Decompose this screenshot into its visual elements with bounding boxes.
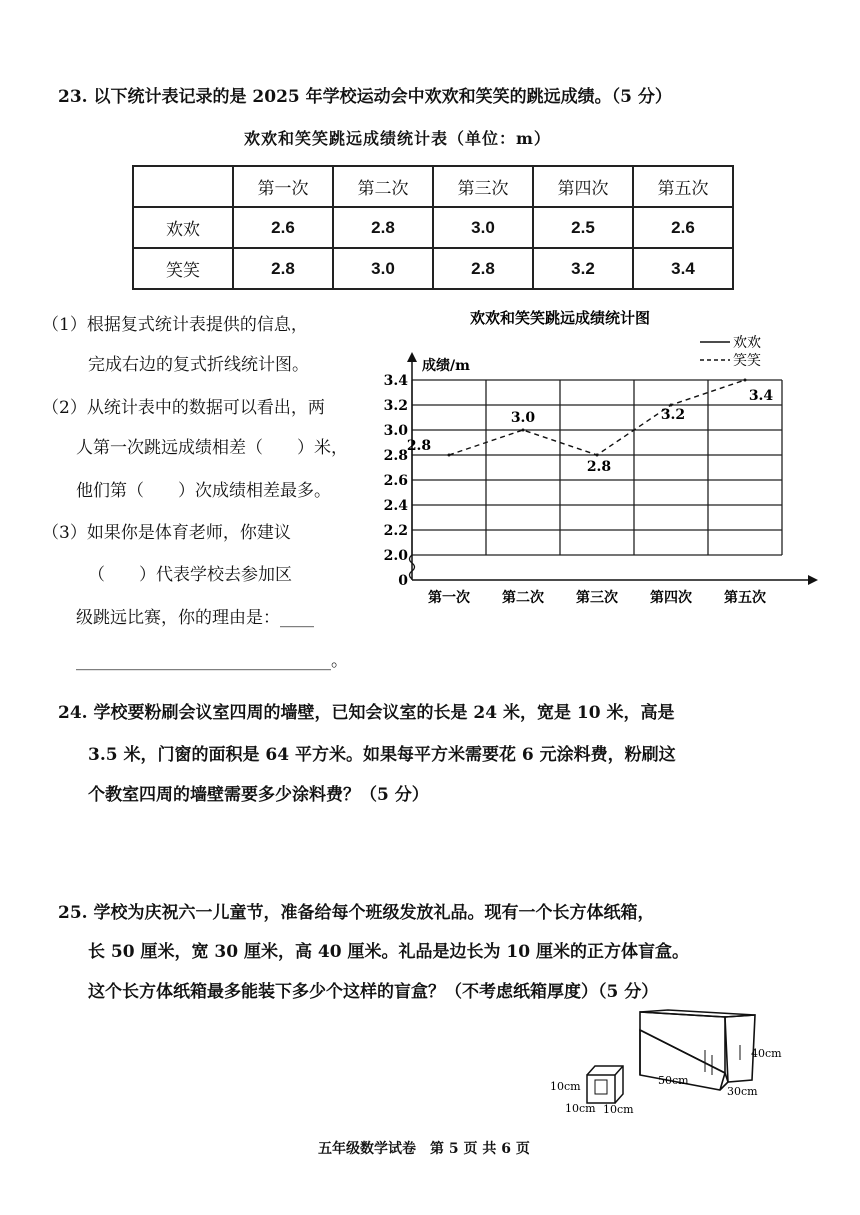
table-cell: 3.4 (633, 248, 733, 289)
table-cell: 2.5 (533, 207, 633, 248)
cube-depth-label: 10cm (603, 1103, 634, 1116)
table-cell: 2.6 (633, 207, 733, 248)
chart-title: 欢欢和笑笑跳远成绩统计图 (470, 309, 651, 327)
x-tick-label: 第三次 (576, 590, 618, 606)
q25-line3: 这个长方体纸箱最多能装下多少个这样的盲盒？（不考虑纸箱厚度）（5 分） (88, 982, 659, 1002)
data-label: 2.8 (406, 438, 432, 454)
col-header-5: 第五次 (633, 166, 733, 207)
x-tick-label: 第一次 (428, 590, 470, 606)
x-tick-label: 第二次 (502, 590, 544, 606)
cube-height-label: 10cm (550, 1080, 581, 1093)
row-name: 笑笑 (133, 248, 233, 289)
table-cell: 3.0 (333, 248, 433, 289)
q23-sub2-line1: （2）从统计表中的数据可以看出，两 (42, 398, 325, 418)
table-title: 欢欢和笑笑跳远成绩统计表（单位：m） (244, 129, 551, 148)
y-tick-label: 2.4 (383, 498, 408, 514)
table-cell: 2.8 (333, 207, 433, 248)
table-cell: 2.8 (433, 248, 533, 289)
col-header-4: 第四次 (533, 166, 633, 207)
table-cell: 3.0 (433, 207, 533, 248)
q25-line1: 25. 学校为庆祝六一儿童节，准备给每个班级发放礼品。现有一个长方体纸箱， (58, 903, 655, 923)
y-tick-label: 3.4 (383, 373, 408, 389)
q24-line2: 3.5 米，门窗的面积是 64 平方米。如果每平方米需要花 6 元涂料费，粉刷这 (88, 745, 676, 765)
q24-line1: 24. 学校要粉刷会议室四周的墙壁，已知会议室的长是 24 米，宽是 10 米，高是 (58, 703, 675, 723)
q23-sub2-line2: 人第一次跳远成绩相差（ ）米， (76, 438, 348, 458)
q24-line3: 个教室四周的墙壁需要多少涂料费？（5 分） (88, 785, 429, 805)
y-tick-label: 2.8 (383, 448, 408, 464)
q25-line2: 长 50 厘米，宽 30 厘米，高 40 厘米。礼品是边长为 10 厘米的正方体盲盒。 (88, 942, 689, 962)
table-cell: 2.6 (233, 207, 333, 248)
y-tick-label: 2.0 (383, 548, 408, 564)
col-header-3: 第三次 (433, 166, 533, 207)
data-label: 3.2 (660, 407, 686, 423)
page-footer: 五年级数学试卷 第 5 页 共 6 页 (318, 1141, 530, 1157)
box-height-label: 40cm (751, 1047, 782, 1060)
y-axis-label: 成绩/m (422, 358, 470, 374)
q23-sub2-line3: 他们第（ ）次成绩相差最多。 (76, 481, 331, 501)
cube-drawing (587, 1066, 623, 1103)
q23-sub1-line2: 完成右边的复式折线统计图。 (88, 355, 309, 375)
legend-label-xiaoxiao: 笑笑 (733, 353, 761, 369)
data-label: 3.0 (510, 410, 536, 426)
q23-sub3-line4: ______________________________。 (76, 651, 348, 671)
box-width-label: 30cm (727, 1085, 758, 1098)
data-label: 2.8 (586, 459, 612, 475)
cube-width-label: 10cm (565, 1102, 596, 1115)
col-header-1: 第一次 (233, 166, 333, 207)
data-label: 3.4 (748, 388, 774, 404)
x-tick-label: 第四次 (650, 590, 692, 606)
legend-label-huanhuan: 欢欢 (733, 335, 761, 351)
y-tick-label: 2.2 (383, 523, 408, 539)
q23-sub3-line2: （ ）代表学校去参加区 (88, 565, 292, 585)
table-cell: 3.2 (533, 248, 633, 289)
y-tick-label: 2.6 (383, 473, 408, 489)
y-tick-label: 3.0 (383, 423, 408, 439)
q23-sub1-line1: （1）根据复式统计表提供的信息， (42, 315, 308, 335)
x-tick-label: 第五次 (724, 590, 766, 606)
row-name: 欢欢 (133, 207, 233, 248)
q23-sub3-line3: 级跳远比赛，你的理由是：____ (76, 608, 314, 628)
y-tick-label: 0 (398, 573, 408, 589)
box-length-label: 50cm (658, 1074, 689, 1087)
table-cell: 2.8 (233, 248, 333, 289)
y-tick-label: 3.2 (383, 398, 408, 414)
q23-sub3-line1: （3）如果你是体育老师，你建议 (42, 523, 291, 543)
col-header-2: 第二次 (333, 166, 433, 207)
q23-heading: 23. 以下统计表记录的是 2025 年学校运动会中欢欢和笑笑的跳远成绩。（5 分） (58, 87, 672, 107)
